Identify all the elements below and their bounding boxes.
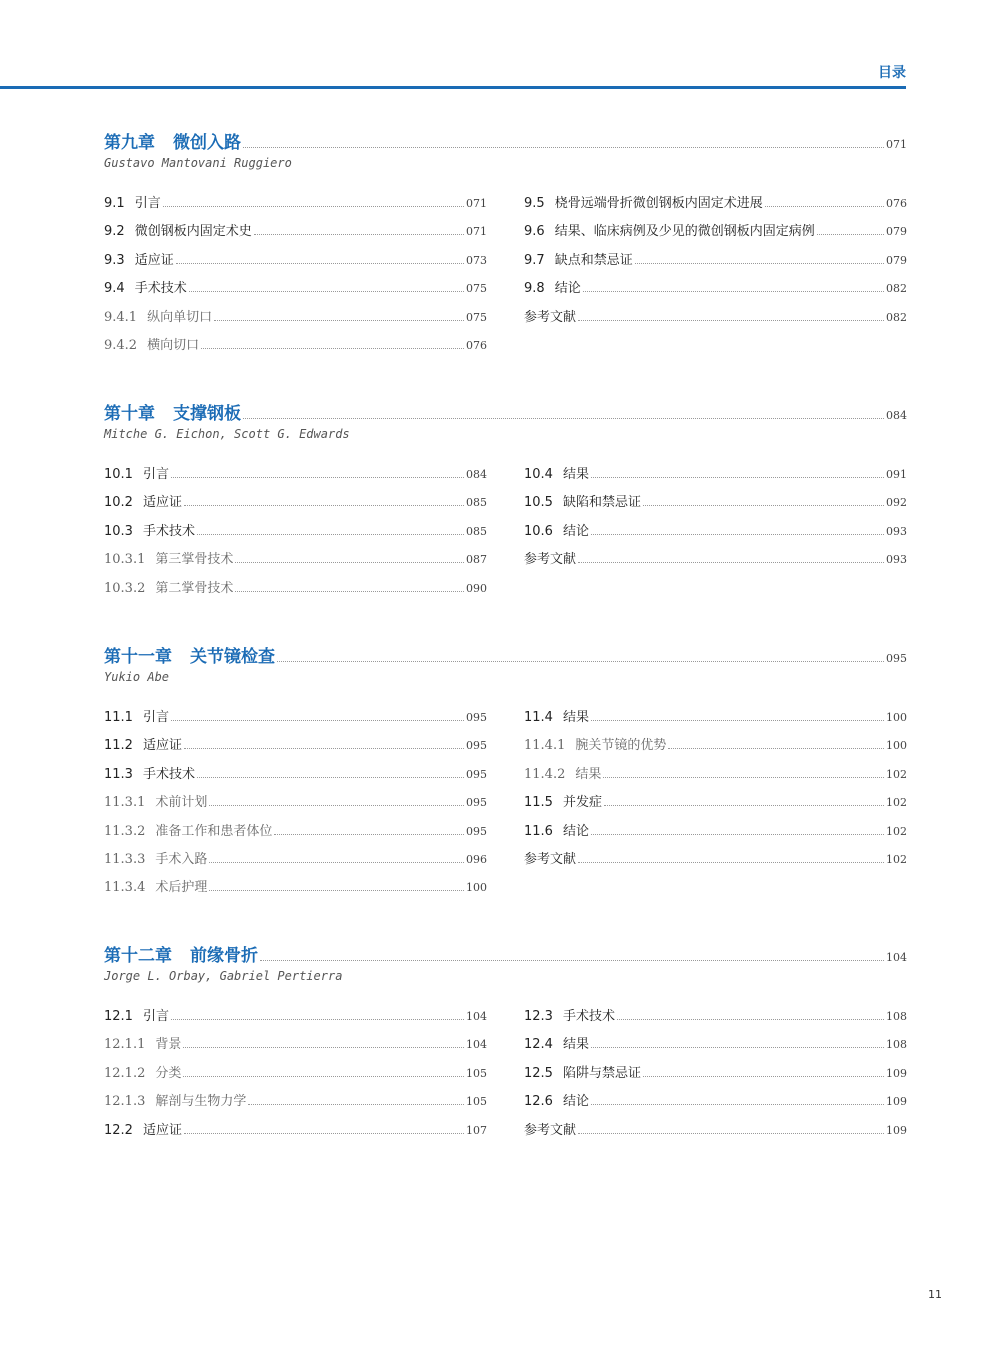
chapter-authors: Yukio Abe — [104, 670, 170, 684]
chapter-title-row[interactable] — [104, 642, 907, 668]
entry-label: 参考文献 — [524, 552, 577, 568]
entry-page: 102 — [886, 824, 907, 838]
entry-label: 适应证 — [142, 738, 182, 754]
chapter-title-row[interactable] — [104, 128, 907, 154]
entry-number: 12.1 — [104, 1009, 133, 1024]
entry-page: 095 — [466, 767, 487, 781]
entry-label: 缺点和禁忌证 — [554, 252, 633, 268]
entry-label: 结论 — [562, 523, 589, 539]
dot-leader — [243, 418, 884, 419]
entry-label: 引言 — [142, 710, 169, 725]
entry-page: 073 — [466, 253, 487, 267]
entry-page: 108 — [886, 1010, 907, 1023]
toc-left-column — [104, 463, 487, 605]
dot-leader — [235, 591, 464, 592]
chapter-page: 104 — [886, 951, 907, 964]
entry-page: 100 — [886, 711, 907, 724]
dot-leader — [184, 505, 464, 506]
entry-label: 结果 — [575, 766, 602, 782]
chapter-9 — [104, 128, 907, 362]
dot-leader — [817, 234, 884, 235]
chapter-11 — [104, 642, 907, 905]
entry-number: 11.3.3 — [104, 851, 146, 867]
toc-entry[interactable] — [524, 1033, 907, 1061]
entry-label: 结论 — [562, 1094, 589, 1110]
dot-leader — [189, 291, 464, 292]
entry-number: 11.4.1 — [524, 738, 566, 754]
entry-label: 参考文献 — [524, 1122, 577, 1138]
entry-label: 术后护理 — [155, 880, 208, 896]
entry-number: 9.8 — [524, 281, 545, 297]
entry-label: 并发症 — [562, 795, 602, 811]
entry-number: 10.2 — [104, 495, 133, 511]
dot-leader — [209, 862, 464, 863]
entry-label: 解剖与生物力学 — [155, 1094, 247, 1110]
toc-entry[interactable] — [524, 1005, 907, 1033]
toc-right-column — [524, 463, 907, 605]
dot-leader — [603, 777, 884, 778]
entry-page: 104 — [466, 1010, 487, 1023]
toc-subentry[interactable] — [104, 1033, 487, 1061]
dot-leader — [578, 862, 884, 863]
entry-page: 104 — [466, 1038, 487, 1052]
toc-subentry[interactable] — [104, 577, 487, 605]
dot-leader — [274, 834, 464, 835]
entry-number: 9.4 — [104, 281, 125, 297]
dot-leader — [591, 534, 884, 535]
toc-entry[interactable] — [104, 520, 487, 548]
entry-number: 11.3.4 — [104, 880, 146, 896]
entry-page: 075 — [466, 310, 487, 324]
dot-leader — [171, 477, 464, 478]
toc-subentry[interactable] — [104, 334, 487, 362]
entry-page: 095 — [466, 796, 487, 810]
entry-number: 9.4.1 — [104, 309, 138, 325]
toc-entry[interactable] — [524, 192, 907, 220]
toc-subentry[interactable] — [104, 791, 487, 819]
toc-subentry[interactable] — [104, 548, 487, 576]
entry-label: 桡骨远端骨折微创钢板内固定术进展 — [554, 196, 763, 211]
toc-entry[interactable] — [104, 1119, 487, 1147]
dot-leader — [591, 834, 884, 835]
dot-leader — [591, 720, 884, 721]
toc-entry[interactable] — [104, 734, 487, 762]
toc-entry[interactable] — [524, 220, 907, 248]
toc-subentry[interactable] — [104, 848, 487, 876]
entry-number: 12.3 — [524, 1009, 553, 1024]
entry-page: 092 — [886, 496, 907, 510]
chapter-title: 支撑钢板 — [173, 404, 241, 424]
entry-page: 071 — [466, 225, 487, 239]
dot-leader — [591, 477, 884, 478]
chapter-title: 关节镜检查 — [190, 647, 275, 667]
entry-label: 横向切口 — [147, 337, 200, 353]
entry-number: 12.1.1 — [104, 1037, 146, 1053]
toc-entry[interactable] — [524, 463, 907, 491]
dot-leader — [668, 748, 884, 749]
chapter-authors: Mitche G. Eichon, Scott G. Edwards — [104, 427, 350, 441]
entry-number: 9.5 — [524, 196, 545, 211]
toc-header-label: 目录 — [878, 65, 906, 81]
dot-leader — [171, 720, 464, 721]
entry-number: 12.6 — [524, 1094, 553, 1110]
dot-leader — [578, 562, 884, 563]
dot-leader — [209, 890, 464, 891]
entry-number: 9.6 — [524, 224, 545, 240]
entry-label: 术前计划 — [155, 795, 208, 811]
entry-page: 090 — [466, 581, 487, 595]
dot-leader — [260, 960, 884, 961]
entry-label: 腕关节镜的优势 — [575, 738, 667, 754]
entry-page: 109 — [886, 1123, 907, 1137]
entry-label: 手术技术 — [142, 523, 195, 539]
toc-left-column — [104, 1005, 487, 1147]
entry-number: 9.2 — [104, 224, 125, 240]
toc-entry[interactable] — [524, 791, 907, 819]
entry-page: 095 — [466, 739, 487, 753]
entry-label: 参考文献 — [524, 851, 577, 867]
entry-page: 082 — [886, 310, 907, 324]
dot-leader — [277, 661, 884, 662]
entry-number: 11.1 — [104, 710, 133, 725]
dot-leader — [765, 206, 884, 207]
entry-label: 准备工作和患者体位 — [155, 823, 273, 839]
toc-entry-references[interactable] — [524, 548, 907, 576]
chapter-number: 第九章 — [104, 133, 155, 153]
entry-page: 105 — [466, 1066, 487, 1080]
toc-subentry[interactable] — [524, 763, 907, 791]
entry-number: 10.6 — [524, 523, 553, 539]
chapter-page: 095 — [886, 652, 907, 665]
entry-label: 结果 — [562, 1037, 589, 1053]
entry-label: 结果、临床病例及少见的微创钢板内固定病例 — [554, 224, 815, 240]
chapter-title: 前缘骨折 — [190, 946, 258, 966]
entry-page: 091 — [886, 468, 907, 481]
entry-label: 微创钢板内固定术史 — [134, 224, 252, 240]
toc-subentry[interactable] — [524, 734, 907, 762]
toc-entry[interactable] — [524, 820, 907, 848]
entry-number: 11.6 — [524, 823, 553, 839]
entry-page: 087 — [466, 553, 487, 567]
entry-number: 10.1 — [104, 467, 133, 482]
dot-leader — [214, 320, 464, 321]
entry-label: 引言 — [142, 467, 169, 482]
chapter-number: 第十章 — [104, 404, 155, 424]
chapter-authors: Gustavo Mantovani Ruggiero — [104, 156, 292, 170]
entry-number: 12.1.3 — [104, 1094, 146, 1110]
toc-entry[interactable] — [104, 192, 487, 220]
entry-page: 079 — [886, 253, 907, 267]
toc-entry[interactable] — [524, 520, 907, 548]
toc-entry[interactable] — [524, 1062, 907, 1090]
chapter-title-row[interactable] — [104, 941, 907, 967]
entry-page: 100 — [886, 739, 907, 753]
entry-label: 手术技术 — [134, 281, 187, 297]
toc-left-column — [104, 192, 487, 362]
chapter-12 — [104, 941, 907, 1147]
entry-number: 11.2 — [104, 738, 133, 754]
entry-number: 11.3.1 — [104, 795, 146, 811]
dot-leader — [591, 1104, 884, 1105]
entry-number: 10.3.1 — [104, 552, 146, 568]
entry-number: 10.4 — [524, 467, 553, 482]
dot-leader — [643, 505, 884, 506]
toc-right-column — [524, 1005, 907, 1147]
dot-leader — [163, 206, 464, 207]
entry-page: 093 — [886, 524, 907, 538]
entry-label: 结果 — [562, 710, 589, 725]
dot-leader — [197, 777, 464, 778]
entry-number: 10.3.2 — [104, 580, 146, 596]
entry-page: 105 — [466, 1095, 487, 1109]
entry-label: 纵向单切口 — [147, 309, 213, 325]
entry-page: 082 — [886, 282, 907, 296]
entry-page: 107 — [466, 1123, 487, 1137]
entry-label: 第三掌骨技术 — [155, 552, 234, 568]
dot-leader — [643, 1076, 884, 1077]
entry-number: 12.5 — [524, 1065, 553, 1081]
toc-entry[interactable] — [104, 277, 487, 305]
entry-label: 分类 — [155, 1065, 182, 1081]
dot-leader — [209, 805, 464, 806]
entry-number: 9.7 — [524, 252, 545, 268]
entry-number: 12.2 — [104, 1122, 133, 1138]
entry-page: 095 — [466, 824, 487, 838]
entry-number: 9.4.2 — [104, 337, 138, 353]
chapter-title-row[interactable] — [104, 399, 907, 425]
toc-entry[interactable] — [104, 1005, 487, 1033]
entry-number: 12.4 — [524, 1037, 553, 1053]
entry-label: 引言 — [142, 1009, 169, 1024]
header-rule — [0, 86, 906, 89]
dot-leader — [578, 320, 884, 321]
chapter-page: 071 — [886, 138, 907, 151]
entry-number: 9.1 — [104, 196, 125, 211]
dot-leader — [617, 1019, 884, 1020]
toc-entry[interactable] — [524, 706, 907, 734]
entry-page: 100 — [466, 881, 487, 895]
dot-leader — [184, 1133, 464, 1134]
toc-entry[interactable] — [104, 491, 487, 519]
entry-label: 结论 — [554, 281, 581, 297]
dot-leader — [591, 1047, 884, 1048]
chapter-number: 第十一章 — [104, 647, 172, 667]
dot-leader — [583, 291, 884, 292]
entry-number: 10.3 — [104, 523, 133, 539]
chapter-number: 第十二章 — [104, 946, 172, 966]
entry-label: 背景 — [155, 1037, 182, 1053]
dot-leader — [254, 234, 464, 235]
entry-number: 11.5 — [524, 795, 553, 811]
toc-subentry[interactable] — [104, 306, 487, 334]
page-number: 11 — [928, 1288, 942, 1301]
chapter-authors: Jorge L. Orbay, Gabriel Pertierra — [104, 969, 343, 983]
toc-entry[interactable] — [524, 249, 907, 277]
dot-leader — [635, 263, 884, 264]
dot-leader — [176, 263, 464, 264]
entry-page: 076 — [886, 197, 907, 210]
dot-leader — [184, 748, 464, 749]
entry-page: 102 — [886, 767, 907, 781]
toc-entry[interactable] — [104, 220, 487, 248]
entry-label: 缺陷和禁忌证 — [562, 495, 641, 511]
entry-page: 085 — [466, 496, 487, 510]
entry-label: 适应证 — [134, 252, 174, 268]
toc-entry[interactable] — [104, 763, 487, 791]
dot-leader — [183, 1047, 464, 1048]
dot-leader — [183, 1076, 464, 1077]
entry-page: 109 — [886, 1066, 907, 1080]
toc-subentry[interactable] — [104, 876, 487, 904]
entry-label: 结论 — [562, 823, 589, 839]
toc-entry[interactable] — [524, 491, 907, 519]
entry-label: 陷阱与禁忌证 — [562, 1065, 641, 1081]
entry-page: 095 — [466, 711, 487, 724]
entry-number: 12.1.2 — [104, 1065, 146, 1081]
toc-entry-references[interactable] — [524, 306, 907, 334]
entry-page: 075 — [466, 282, 487, 296]
entry-page: 102 — [886, 852, 907, 866]
entry-number: 9.3 — [104, 252, 125, 268]
toc-subentry[interactable] — [104, 1062, 487, 1090]
toc-subentry[interactable] — [104, 1090, 487, 1118]
entry-page: 093 — [886, 553, 907, 567]
toc-right-column — [524, 192, 907, 362]
dot-leader — [201, 348, 464, 349]
entry-label: 手术技术 — [142, 766, 195, 782]
dot-leader — [171, 1019, 464, 1020]
toc-entry[interactable] — [104, 249, 487, 277]
entry-number: 10.5 — [524, 495, 553, 511]
entry-label: 适应证 — [142, 1122, 182, 1138]
toc-entry-references[interactable] — [524, 1119, 907, 1147]
entry-page: 084 — [466, 468, 487, 481]
entry-page: 076 — [466, 338, 487, 352]
entry-page: 079 — [886, 225, 907, 239]
entry-label: 结果 — [562, 467, 589, 482]
entry-page: 096 — [466, 852, 487, 866]
chapter-10 — [104, 399, 907, 605]
entry-page: 108 — [886, 1038, 907, 1052]
entry-label: 第二掌骨技术 — [155, 580, 234, 596]
entry-number: 11.3.2 — [104, 823, 146, 839]
entry-label: 手术技术 — [562, 1009, 615, 1024]
toc-entry[interactable] — [524, 1090, 907, 1118]
dot-leader — [243, 147, 884, 148]
entry-page: 102 — [886, 796, 907, 810]
chapter-title: 微创入路 — [173, 133, 241, 153]
entry-page: 071 — [466, 197, 487, 210]
entry-label: 参考文献 — [524, 309, 577, 325]
entry-page: 109 — [886, 1095, 907, 1109]
chapter-page: 084 — [886, 409, 907, 422]
toc-left-column — [104, 706, 487, 905]
dot-leader — [604, 805, 884, 806]
toc-entry-references[interactable] — [524, 848, 907, 876]
toc-right-column — [524, 706, 907, 905]
entry-label: 适应证 — [142, 495, 182, 511]
toc-entry[interactable] — [104, 706, 487, 734]
entry-number: 11.4 — [524, 710, 553, 725]
dot-leader — [248, 1104, 464, 1105]
entry-label: 手术入路 — [155, 851, 208, 867]
entry-page: 085 — [466, 524, 487, 538]
entry-number: 11.3 — [104, 766, 133, 782]
dot-leader — [197, 534, 464, 535]
entry-number: 11.4.2 — [524, 766, 566, 782]
toc-entry[interactable] — [104, 463, 487, 491]
dot-leader — [578, 1133, 884, 1134]
dot-leader — [235, 562, 464, 563]
toc-entry[interactable] — [524, 277, 907, 305]
entry-label: 引言 — [134, 196, 161, 211]
toc-subentry[interactable] — [104, 820, 487, 848]
